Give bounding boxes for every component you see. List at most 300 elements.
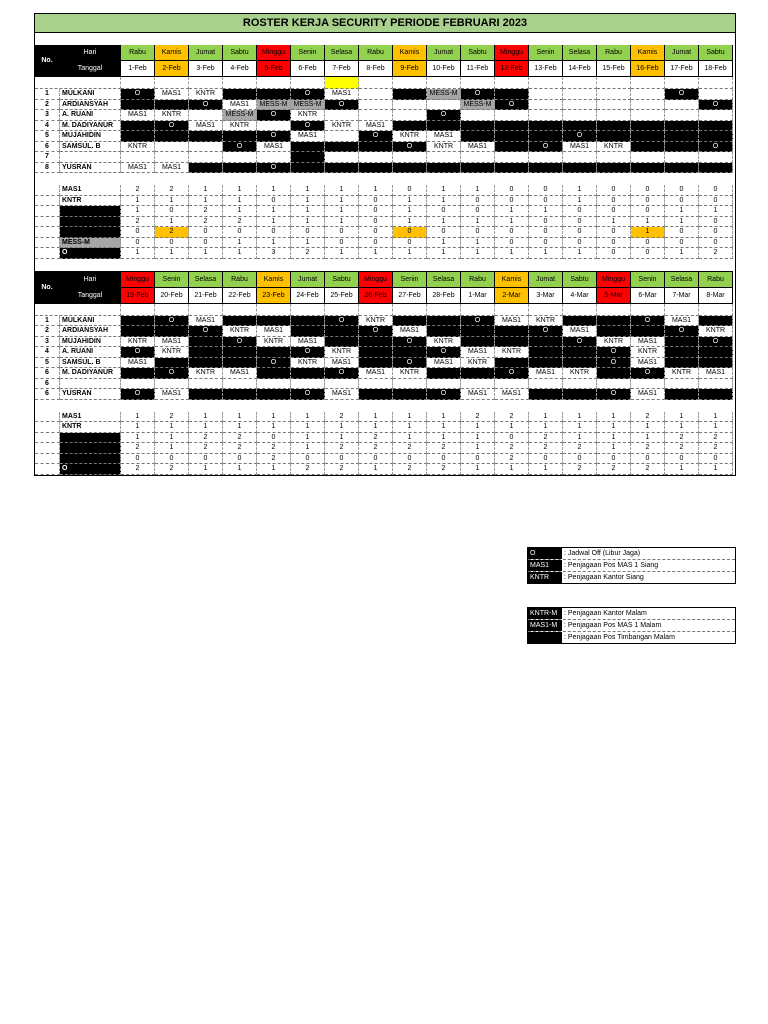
marker-cell: [359, 77, 393, 89]
shift-cell: [631, 131, 665, 142]
marker-cell: [393, 77, 427, 89]
shift-cell: [155, 358, 189, 369]
shift-cell: O: [393, 337, 427, 348]
summary-blank: [35, 433, 60, 444]
summary-label: [60, 227, 121, 238]
summary-count: 2: [121, 443, 155, 454]
shift-cell: MAS1: [291, 337, 325, 348]
shift-cell: [189, 110, 223, 121]
day-name: Selasa: [427, 272, 461, 288]
shift-cell: MAS1: [461, 389, 495, 400]
header-hari: Hari: [60, 272, 121, 288]
day-name: Rabu: [121, 45, 155, 61]
roster-section-2: [35, 272, 735, 475]
shift-cell: O: [665, 326, 699, 337]
summary-count: 0: [291, 454, 325, 465]
shift-cell: MAS1: [427, 358, 461, 369]
shift-cell: [495, 110, 529, 121]
summary-count: 0: [529, 227, 563, 238]
summary-count: 0: [597, 196, 631, 207]
day-date: 10-Feb: [427, 61, 461, 77]
summary-count: 1: [461, 433, 495, 444]
shift-cell: O: [121, 389, 155, 400]
summary-count: 1: [359, 464, 393, 475]
summary-count: 0: [325, 227, 359, 238]
shift-cell: KNTR: [121, 337, 155, 348]
legend-code: [528, 632, 562, 643]
summary-count: 1: [121, 196, 155, 207]
summary-count: 2: [665, 433, 699, 444]
shift-cell: [699, 110, 733, 121]
legend-desc: : Penjagaan Kantor Malam: [564, 610, 647, 617]
summary-count: 1: [325, 248, 359, 259]
shift-cell: MAS1: [359, 121, 393, 132]
header-hari: Hari: [60, 45, 121, 61]
shift-cell: [529, 121, 563, 132]
summary-count: 0: [427, 227, 461, 238]
summary-count: 1: [393, 248, 427, 259]
summary-count: 2: [631, 464, 665, 475]
shift-cell: [427, 121, 461, 132]
summary-count: 2: [189, 433, 223, 444]
shift-cell: MAS1: [121, 358, 155, 369]
summary-count: 0: [563, 454, 597, 465]
shift-cell: KNTR: [393, 131, 427, 142]
shift-cell: [597, 379, 631, 390]
shift-cell: O: [257, 163, 291, 174]
shift-cell: [257, 389, 291, 400]
summary-count: 2: [393, 443, 427, 454]
day-name: Jumat: [665, 45, 699, 61]
day-date: 15-Feb: [597, 61, 631, 77]
summary-blank: [35, 422, 60, 433]
day-name: Senin: [393, 272, 427, 288]
summary-count: 2: [257, 443, 291, 454]
day-date: 28-Feb: [427, 288, 461, 304]
summary-count: 0: [393, 227, 427, 238]
shift-cell: [155, 152, 189, 163]
shift-cell: MAS1: [155, 163, 189, 174]
shift-cell: O: [427, 389, 461, 400]
marker-cell: [699, 304, 733, 316]
shift-cell: [257, 121, 291, 132]
shift-cell: [665, 121, 699, 132]
summary-count: 1: [597, 412, 631, 423]
day-name: Jumat: [291, 272, 325, 288]
summary-count: 0: [699, 217, 733, 228]
shift-cell: [223, 379, 257, 390]
summary-count: 0: [325, 238, 359, 249]
shift-cell: [563, 100, 597, 111]
shift-cell: [529, 110, 563, 121]
summary-label: MAS1: [60, 185, 121, 196]
summary-count: 0: [699, 196, 733, 207]
shift-cell: [529, 89, 563, 100]
shift-cell: O: [121, 89, 155, 100]
shift-cell: [563, 379, 597, 390]
shift-cell: MAS1: [155, 337, 189, 348]
day-date: 26-Feb: [359, 288, 393, 304]
shift-cell: [495, 152, 529, 163]
legend-row: [528, 572, 735, 583]
summary-count: 0: [699, 454, 733, 465]
staff-name: A. RUANI: [60, 110, 121, 121]
header-no: No.: [35, 272, 60, 304]
shift-cell: MESS-M: [461, 100, 495, 111]
shift-cell: [597, 100, 631, 111]
summary-count: 0: [359, 454, 393, 465]
legend-row: [528, 608, 735, 620]
summary-count: 0: [495, 238, 529, 249]
day-date: 24-Feb: [291, 288, 325, 304]
summary-count: 0: [665, 238, 699, 249]
summary-count: 1: [189, 464, 223, 475]
summary-count: 2: [291, 464, 325, 475]
summary-blank: [35, 217, 60, 228]
shift-cell: [393, 389, 427, 400]
summary-count: 3: [257, 248, 291, 259]
summary-count: 0: [495, 185, 529, 196]
day-date: 9-Feb: [393, 61, 427, 77]
shift-cell: [597, 326, 631, 337]
summary-count: 1: [121, 422, 155, 433]
day-name: Sabtu: [223, 45, 257, 61]
marker-cell: [495, 304, 529, 316]
summary-count: 0: [699, 238, 733, 249]
summary-count: 1: [461, 464, 495, 475]
shift-cell: KNTR: [359, 316, 393, 327]
shift-cell: [529, 131, 563, 142]
summary-blank: [35, 227, 60, 238]
day-name: Sabtu: [325, 272, 359, 288]
summary-count: 0: [597, 206, 631, 217]
day-name: Kamis: [631, 45, 665, 61]
shift-cell: O: [189, 100, 223, 111]
summary-count: 2: [427, 464, 461, 475]
summary-count: 2: [461, 412, 495, 423]
summary-count: 0: [393, 454, 427, 465]
summary-count: 1: [223, 412, 257, 423]
shift-cell: O: [291, 389, 325, 400]
staff-no: 1: [35, 316, 60, 327]
summary-count: 2: [325, 464, 359, 475]
shift-cell: MESS-M: [427, 89, 461, 100]
summary-count: 0: [427, 454, 461, 465]
summary-count: 1: [325, 422, 359, 433]
shift-cell: [325, 131, 359, 142]
shift-cell: O: [563, 337, 597, 348]
shift-cell: KNTR: [597, 142, 631, 153]
summary-count: 0: [189, 454, 223, 465]
shift-cell: O: [529, 326, 563, 337]
shift-cell: KNTR: [461, 358, 495, 369]
shift-cell: [359, 142, 393, 153]
day-date: 6-Mar: [631, 288, 665, 304]
summary-count: 2: [223, 443, 257, 454]
shift-cell: [223, 163, 257, 174]
summary-count: 2: [665, 443, 699, 454]
summary-count: 1: [359, 185, 393, 196]
shift-cell: [631, 152, 665, 163]
marker-cell: [495, 77, 529, 89]
shift-cell: KNTR: [563, 368, 597, 379]
shift-cell: [427, 100, 461, 111]
day-date: 5-Mar: [597, 288, 631, 304]
shift-cell: MESS-M: [257, 100, 291, 111]
marker-cell: [189, 304, 223, 316]
summary-count: 2: [121, 464, 155, 475]
day-name: Rabu: [223, 272, 257, 288]
shift-cell: O: [427, 347, 461, 358]
roster-grid: [35, 272, 735, 475]
summary-label: [60, 217, 121, 228]
shift-cell: [563, 121, 597, 132]
day-date: 19-Feb: [121, 288, 155, 304]
staff-no: 8: [35, 163, 60, 174]
shift-cell: [563, 163, 597, 174]
shift-cell: [189, 337, 223, 348]
summary-count: 2: [699, 443, 733, 454]
legend-day-shift: [527, 547, 736, 584]
day-name: Rabu: [461, 272, 495, 288]
summary-count: 0: [155, 238, 189, 249]
summary-count: 1: [563, 196, 597, 207]
summary-count: 0: [563, 238, 597, 249]
summary-count: 1: [665, 248, 699, 259]
staff-name: ARDIANSYAH: [60, 326, 121, 337]
marker-cell: [325, 77, 359, 89]
shift-cell: [359, 89, 393, 100]
marker-cell: [597, 304, 631, 316]
summary-count: 1: [427, 196, 461, 207]
shift-cell: [223, 389, 257, 400]
shift-cell: MAS1: [563, 142, 597, 153]
summary-count: 0: [427, 206, 461, 217]
shift-cell: [529, 100, 563, 111]
shift-cell: [631, 326, 665, 337]
marker-cell: [257, 304, 291, 316]
staff-no: 5: [35, 131, 60, 142]
shift-cell: O: [257, 131, 291, 142]
shift-cell: [631, 89, 665, 100]
summary-count: 0: [597, 185, 631, 196]
shift-cell: [291, 379, 325, 390]
summary-count: 0: [529, 238, 563, 249]
legend-code: KNTR: [528, 572, 562, 583]
staff-name: M. DADIYANUR: [60, 121, 121, 132]
day-name: Rabu: [699, 272, 733, 288]
day-date: 2-Mar: [495, 288, 529, 304]
shift-cell: [563, 89, 597, 100]
shift-cell: [665, 100, 699, 111]
shift-cell: [665, 163, 699, 174]
summary-count: 1: [461, 248, 495, 259]
shift-cell: [427, 368, 461, 379]
summary-count: 0: [121, 454, 155, 465]
day-date: 23-Feb: [257, 288, 291, 304]
shift-cell: KNTR: [665, 368, 699, 379]
day-name: Minggu: [597, 272, 631, 288]
summary-count: 2: [155, 227, 189, 238]
day-name: Sabtu: [699, 45, 733, 61]
shift-cell: [461, 326, 495, 337]
shift-cell: [529, 379, 563, 390]
spacer: [35, 33, 735, 45]
summary-count: 1: [155, 196, 189, 207]
staff-name: A. RUANI: [60, 347, 121, 358]
summary-count: 1: [325, 185, 359, 196]
marker-cell: [223, 77, 257, 89]
summary-count: 0: [257, 196, 291, 207]
shift-cell: [529, 358, 563, 369]
day-name: Kamis: [495, 272, 529, 288]
shift-cell: [597, 131, 631, 142]
shift-cell: [257, 368, 291, 379]
shift-cell: [597, 163, 631, 174]
summary-count: 0: [597, 454, 631, 465]
summary-count: 1: [495, 422, 529, 433]
shift-cell: [189, 163, 223, 174]
shift-cell: [461, 337, 495, 348]
shift-cell: MAS1: [325, 89, 359, 100]
marker-cell: [223, 304, 257, 316]
shift-cell: [121, 379, 155, 390]
shift-cell: [461, 110, 495, 121]
shift-cell: MAS1: [427, 131, 461, 142]
shift-cell: [699, 358, 733, 369]
day-name: Rabu: [359, 45, 393, 61]
shift-cell: [189, 358, 223, 369]
summary-count: 1: [427, 412, 461, 423]
shift-cell: O: [223, 337, 257, 348]
summary-count: 2: [699, 248, 733, 259]
shift-cell: [461, 379, 495, 390]
summary-count: 2: [359, 433, 393, 444]
summary-count: 0: [495, 227, 529, 238]
staff-no: 1: [35, 89, 60, 100]
summary-count: 0: [291, 227, 325, 238]
staff-name: MULKANI: [60, 316, 121, 327]
shift-cell: O: [359, 131, 393, 142]
shift-cell: [699, 121, 733, 132]
staff-no: 6: [35, 379, 60, 390]
shift-cell: O: [325, 368, 359, 379]
shift-cell: O: [155, 316, 189, 327]
shift-cell: O: [597, 358, 631, 369]
summary-count: 2: [257, 454, 291, 465]
marker-cell: [427, 77, 461, 89]
shift-cell: O: [631, 316, 665, 327]
shift-cell: [597, 110, 631, 121]
legend-code: O: [528, 548, 562, 559]
summary-count: 0: [461, 227, 495, 238]
marker-cell: [563, 304, 597, 316]
shift-cell: [359, 389, 393, 400]
roster-grid: [35, 45, 735, 272]
day-date: 16-Feb: [631, 61, 665, 77]
shift-cell: [427, 316, 461, 327]
summary-count: 0: [529, 185, 563, 196]
summary-count: 2: [495, 443, 529, 454]
shift-cell: [291, 152, 325, 163]
shift-cell: [257, 152, 291, 163]
shift-cell: [529, 337, 563, 348]
shift-cell: [291, 368, 325, 379]
summary-label: MAS1: [60, 412, 121, 423]
summary-blank: [35, 443, 60, 454]
summary-count: 0: [631, 185, 665, 196]
summary-count: 0: [563, 217, 597, 228]
shift-cell: [155, 379, 189, 390]
shift-cell: [665, 152, 699, 163]
day-date: 17-Feb: [665, 61, 699, 77]
shift-cell: [427, 326, 461, 337]
staff-no: 6: [35, 368, 60, 379]
shift-cell: [461, 152, 495, 163]
staff-no: 7: [35, 152, 60, 163]
summary-count: 0: [325, 454, 359, 465]
shift-cell: [665, 347, 699, 358]
shift-cell: [699, 131, 733, 142]
summary-blank: [35, 454, 60, 465]
marker-cell: [291, 77, 325, 89]
shift-cell: O: [291, 121, 325, 132]
shift-cell: [359, 100, 393, 111]
summary-count: 2: [325, 443, 359, 454]
shift-cell: O: [155, 368, 189, 379]
shift-cell: O: [291, 347, 325, 358]
summary-count: 1: [699, 464, 733, 475]
summary-blank: [35, 238, 60, 249]
day-name: Selasa: [665, 272, 699, 288]
summary-blank: [35, 464, 60, 475]
shift-cell: MAS1: [631, 337, 665, 348]
summary-count: 1: [427, 422, 461, 433]
marker-cell: [257, 77, 291, 89]
summary-count: 0: [529, 217, 563, 228]
shift-cell: O: [461, 89, 495, 100]
summary-label: [60, 443, 121, 454]
summary-count: 2: [155, 412, 189, 423]
summary-count: 1: [291, 422, 325, 433]
summary-count: 0: [631, 454, 665, 465]
day-date: 3-Feb: [189, 61, 223, 77]
summary-count: 0: [597, 248, 631, 259]
roster-sheet: [34, 13, 736, 476]
shift-cell: O: [189, 326, 223, 337]
shift-cell: MAS1: [121, 110, 155, 121]
summary-count: 1: [665, 217, 699, 228]
summary-count: 1: [427, 248, 461, 259]
summary-count: 0: [563, 227, 597, 238]
summary-count: 0: [631, 248, 665, 259]
shift-cell: [427, 163, 461, 174]
summary-count: 1: [291, 185, 325, 196]
shift-cell: [665, 131, 699, 142]
summary-count: 1: [257, 206, 291, 217]
day-name: Selasa: [563, 45, 597, 61]
summary-count: 1: [631, 422, 665, 433]
shift-cell: [461, 163, 495, 174]
summary-count: 2: [291, 248, 325, 259]
summary-count: 1: [461, 238, 495, 249]
shift-cell: [291, 316, 325, 327]
summary-count: 1: [189, 196, 223, 207]
shift-cell: [359, 110, 393, 121]
shift-cell: O: [427, 110, 461, 121]
day-date: 22-Feb: [223, 288, 257, 304]
summary-count: 1: [393, 433, 427, 444]
